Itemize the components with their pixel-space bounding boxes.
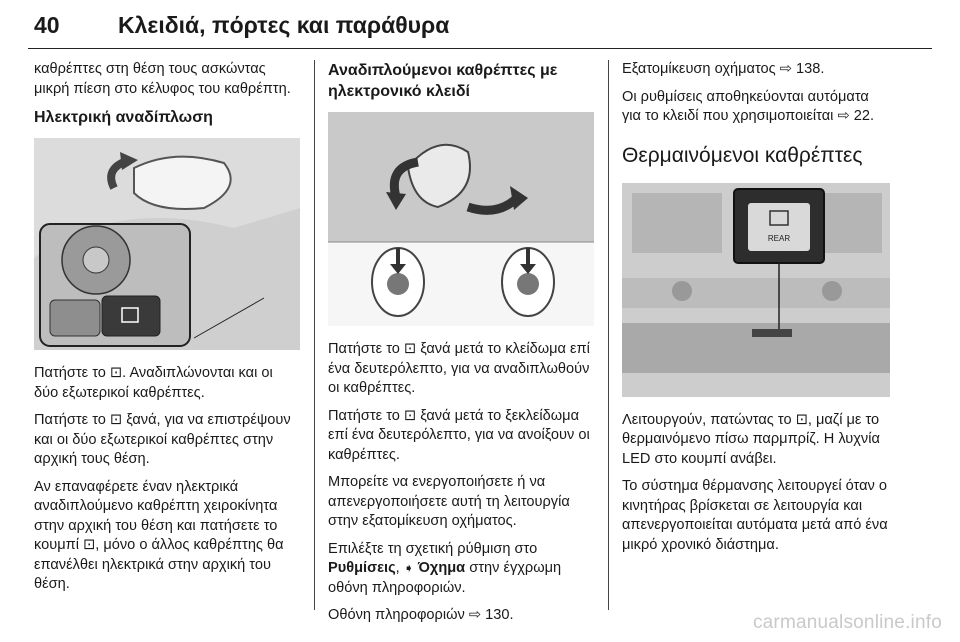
paragraph-lock-fold: Πατήστε το ⊡ ξανά μετά το κλείδωμα επί ένα δευτερόλεπτο, για να αναδιπλωθούν οι καθρέπτες. (328, 341, 590, 396)
column-right (622, 60, 890, 563)
paragraph-fold: Πατήστε το ⊡. Αναδιπλώνονται και οι δύο εξωτερικοί καθρέπτες. (34, 365, 273, 401)
paragraph-settings-path: Επιλέξτε τη σχετική ρύθμιση στο Ρυθμίσεις, ➧ Όχημα στην έγχρωμη οθόνη πληροφοριών. (328, 540, 562, 596)
key-fold-illustration (328, 112, 594, 326)
paragraph-personalisation: Μπορείτε να ενεργοποιήσετε ή να απενεργοποιήσετε αυτή τη λειτουργία στην εξατομίκευση οχήματος. (328, 474, 570, 529)
paragraph-personalisation-ref: Εξατομίκευση οχήματος ⇨ 138. (622, 61, 825, 77)
page-title: Κλειδιά, πόρτες και παράθυρα (118, 12, 450, 38)
paragraph-heated-operation: Λειτουργούν, πατώντας το ⊡, μαζί με το θερμαινόμενο πίσω παρμπρίζ. Η λυχνία LED στο κουμπί ανάβει. (622, 411, 880, 467)
section-heading-electric-folding: Ηλεκτρική αναδίπλωση (34, 109, 213, 126)
paragraph-manual-reset: Αν επαναφέρετε έναν ηλεκτρικά αναδιπλούμενο καθρέπτη χειροκίνητα στην αρχική του θέση και πατήσετε το κουμπί ⊡, μόνο ο άλλος καθρέπτης θα επανέλθει ηλεκτρικά στην αρχική του θέση. (34, 478, 284, 592)
paragraph-info-display-ref: Οθόνη πληροφοριών ⇨ 130. (328, 607, 514, 623)
watermark: carmanualsonline.info (752, 612, 942, 633)
column-divider (608, 60, 609, 610)
settings-menu-label: Ρυθμίσεις (328, 560, 396, 576)
section-heading-heated-mirrors: Θερμαινόμενοι καθρέπτες (622, 143, 863, 167)
paragraph-unlock-open: Πατήστε το ⊡ ξανά μετά το ξεκλείδωμα επί ένα δευτερόλεπτο, για να ανοίξουν οι καθρέπτες. (328, 407, 590, 463)
rear-button-label: REAR (767, 233, 791, 243)
page-number: 40 (34, 12, 60, 38)
heated-mirror-button-illustration (622, 183, 890, 397)
intro-paragraph: καθρέπτες στη θέση τους ασκώντας μικρή πίεση στο κέλυφος του καθρέπτη. (34, 61, 291, 97)
column-middle (328, 60, 594, 634)
paragraph-unfold: Πατήστε το ⊡ ξανά, για να επιστρέψουν και οι δύο εξωτερικοί καθρέπτες στην αρχική τους θέση. (34, 412, 291, 467)
mirror-fold-illustration (34, 138, 300, 350)
page-header (28, 8, 932, 49)
paragraph-heated-auto-off: Το σύστημα θέρμανσης λειτουργεί όταν ο κινητήρας βρίσκεται σε λειτουργία και απενεργοποιείται αυτόματα μετά από ένα μικρό χρονικό διάστημα. (622, 478, 888, 553)
arrow-right-icon: ➧ (403, 561, 414, 575)
column-left (34, 60, 300, 603)
section-heading-key-folding: Αναδιπλούμενοι καθρέπτες με ηλεκτρονικό κλειδί (328, 62, 558, 100)
vehicle-menu-label: Όχημα (417, 560, 466, 576)
paragraph-key-settings: Οι ρυθμίσεις αποθηκεύονται αυτόματα για το κλειδί που χρησιμοποιείται ⇨ 22. (622, 88, 875, 124)
column-divider (314, 60, 315, 610)
